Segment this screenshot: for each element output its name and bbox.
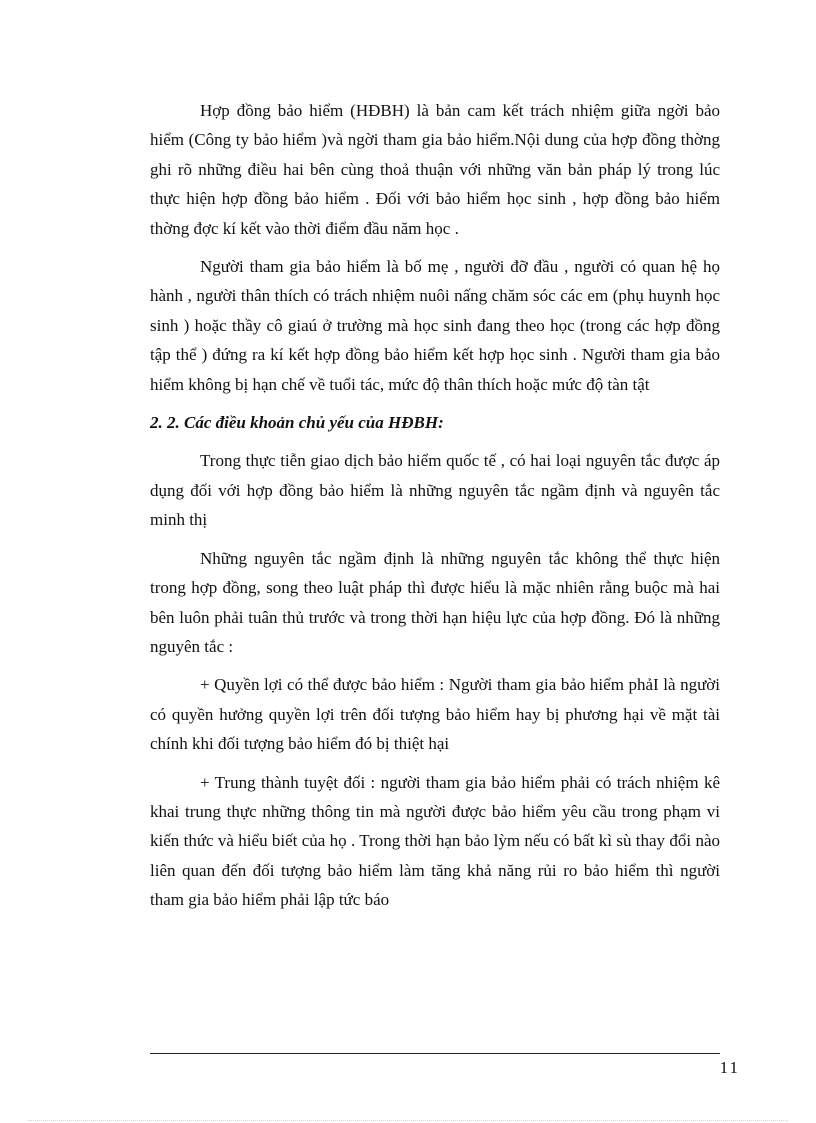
paragraph-contract-definition: Hợp đồng bảo hiểm (HĐBH) là bản cam kết trách nhiệm giữa ngời bảo hiểm (Công ty bảo hiểm )và ngời tham gia bảo hiểm.Nội dung của hợp đồng thờng ghi rõ những điều hai bên cùng thoả thuận với những văn bản pháp lý trong lúc thực hiện hợp đồng bảo hiểm . Đối với bảo hiểm học sinh , hợp đồng bảo hiểm thờng đợc kí kết vào thời điểm đầu năm học . bbox=[150, 101, 720, 238]
paragraph-participants: Người tham gia bảo hiểm là bố mẹ , người đỡ đầu , người có quan hệ họ hành , người thân thích có trách nhiệm nuôi nấng chăm sóc các em (phụ huynh học sinh ) hoặc thầy cô giaú ở trường mà học sinh đang theo học (trong các hợp đồng tập thể ) đứng ra kí kết hợp đồng bảo hiểm kết hợp học sinh . Người tham gia bảo hiểm không bị hạn chế về tuổi tác, mức độ thân thích hoặc mức độ tàn tật bbox=[150, 257, 720, 394]
paragraph-insurable-interest: + Quyền lợi có thể được bảo hiểm : Người tham gia bảo hiểm phảI là người có quyền hưởng quyền lợi trên đối tượng bảo hiểm hay bị phương hại về mặt tài chính khi đối tượng bảo hiểm đó bị thiệt hại bbox=[150, 675, 720, 754]
page-bottom-border bbox=[28, 1120, 788, 1121]
paragraph-utmost-good-faith: + Trung thành tuyệt đối : người tham gia bảo hiểm phải có trách nhiệm kê khai trung thực những thông tin mà người được bảo hiểm yêu cầu trong phạm vi kiến thức và hiểu biết của họ . Trong thời hạn bảo lỳm nếu có bất kì sù thay đổi nào liên quan đến đối tượng bảo hiểm làm tăng khả năng rủi ro bảo hiểm thì người tham gia bảo hiểm phải lập tức báo bbox=[150, 772, 720, 910]
paragraph-principle-types: Trong thực tiễn giao dịch bảo hiểm quốc tế , có hai loại nguyên tắc được áp dụng đối với hợp đồng bảo hiểm là những nguyên tắc ngầm định và nguyên tắc minh thị bbox=[150, 451, 720, 530]
page-number: 11 bbox=[719, 1058, 740, 1077]
footer-divider bbox=[150, 1053, 720, 1054]
body-text bbox=[150, 96, 720, 924]
paragraph-implied-principles: Những nguyên tắc ngầm định là những nguyên tắc không thể thực hiện trong hợp đồng, song theo luật pháp thì được hiểu là mặc nhiên rằng buộc mà hai bên luôn phải tuân thủ trước và trong thời hạn hiệu lực của hợp đồng. Đó là những nguyên tắc : bbox=[150, 548, 720, 656]
section-heading: 2. 2. Các điều khoản chủ yếu của HĐBH: bbox=[150, 413, 444, 433]
